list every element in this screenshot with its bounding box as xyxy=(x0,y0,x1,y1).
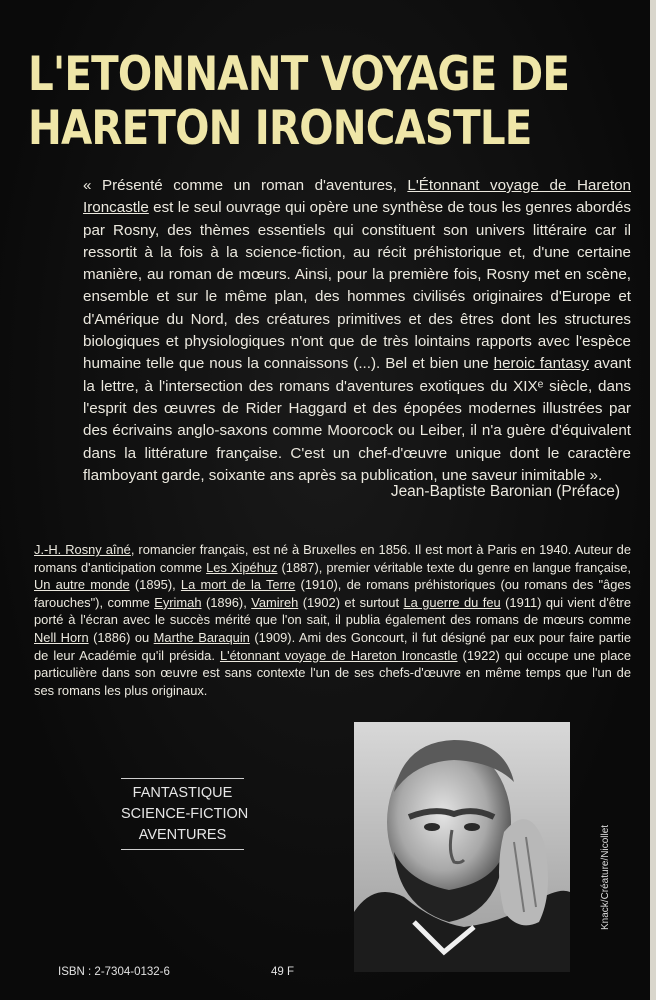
blurb-text: « Présenté comme un roman d'aventures, xyxy=(83,177,408,194)
genre-label: SCIENCE-FICTION xyxy=(121,806,249,822)
genre-box xyxy=(121,778,249,850)
blurb-title-reference: L'Étonnant voyage de Hareton Ironcastle xyxy=(83,177,631,217)
author-name: J.-H. Rosny aîné xyxy=(34,542,131,557)
book-reference: Un autre monde xyxy=(34,577,130,593)
book-title xyxy=(28,47,570,156)
author-portrait xyxy=(354,722,570,972)
genre-label: FANTASTIQUE xyxy=(132,785,233,801)
bio-text: (1909). Ami des Goncourt, il fut désigné par eux pour faire partie de leur Académie qu'il présida. xyxy=(34,629,631,663)
blurb-paragraph xyxy=(83,175,631,487)
bio-text: (1886) ou xyxy=(88,629,154,645)
book-reference: La guerre du feu xyxy=(403,594,501,610)
preface-credit: Jean-Baptiste Baronian (Préface) xyxy=(390,483,620,500)
bio-text: (1902) et surtout xyxy=(298,594,404,610)
isbn: ISBN : 2-7304-0132-6 xyxy=(58,966,170,978)
bio-text: (1895), xyxy=(129,577,181,593)
price: 49 F xyxy=(271,966,295,978)
author-portrait-drawing xyxy=(354,722,570,972)
author-biography xyxy=(34,541,631,699)
book-reference: Nell Horn xyxy=(34,629,89,645)
book-reference: Eyrimah xyxy=(154,594,202,610)
book-title-line-1: L'ETONNANT VOYAGE DE xyxy=(28,47,570,102)
book-reference: La mort de la Terre xyxy=(180,577,296,593)
bio-text: , romancier français, est né à Bruxelles en 1856. Il est mort à Paris en 1940. Auteur de romans d'anticipation comme xyxy=(34,542,631,575)
genre-label: AVENTURES xyxy=(138,827,227,843)
book-reference: L'étonnant voyage de Hareton Ironcastle xyxy=(219,647,458,663)
book-title-line-2: HARETON IRONCASTLE xyxy=(28,101,532,156)
bio-text: (1911) qui vient d'être porté à l'écran avec le succès mérité que l'on sait, il publia également des romans de mœurs comme xyxy=(34,594,632,628)
bio-text: (1887), premier véritable texte du genre en langue française, xyxy=(277,559,631,575)
blurb-genre-reference: heroic fantasy xyxy=(493,355,589,373)
book-reference: Les Xipéhuz xyxy=(206,559,278,575)
book-reference: Marthe Baraquin xyxy=(153,629,250,645)
blurb-text: avant la lettre, à l'intersection des romans d'aventures exotiques du XIXᵉ siècle, dans l'esprit des œuvres de Rider Haggard et des épopées modernes illustrées par des écrivains anglo-saxons comme Moorcock ou Leiber, il n'a guère d'équivalent dans la littérature française. C'est un chef-d'œuvre unique dont le caractère flamboyant garde, soixante ans après sa publication, une saveur inimitable ». xyxy=(83,355,631,484)
bio-text: (1896), xyxy=(201,594,252,610)
bio-text: (1922) qui occupe une place particulière dans son œuvre est sans contexte l'un de ses chefs-d'œuvre en même temps que l'un de ses romans les plus originaux. xyxy=(34,647,631,698)
blurb-text: est le seul ouvrage qui opère une synthèse de tous les genres abordés par Rosny, des thèmes essentiels qui constituent son univers littéraire car il ressortit à la fois à la science-fiction, au récit préhistorique et, d'une certaine manière, au roman de mœurs. Ainsi, pour la première fois, Rosny met en scène, ensemble et sur le même plan, des hommes civilisés originaires d'Europe et d'Amérique du Nord, des créatures primitives et des êtres dont les structures biologiques et physiologiques n'ont que de très lointains rapports avec l'espèce humaine telle que nous la connaissons (...). Bel et bien une xyxy=(83,199,631,373)
bio-text: (1910), de romans préhistoriques (ou romans des "âges farouches"), comme xyxy=(34,577,631,610)
book-reference: Vamireh xyxy=(251,594,299,610)
photo-credit: Knack/Créature/Nicollet xyxy=(600,824,611,930)
